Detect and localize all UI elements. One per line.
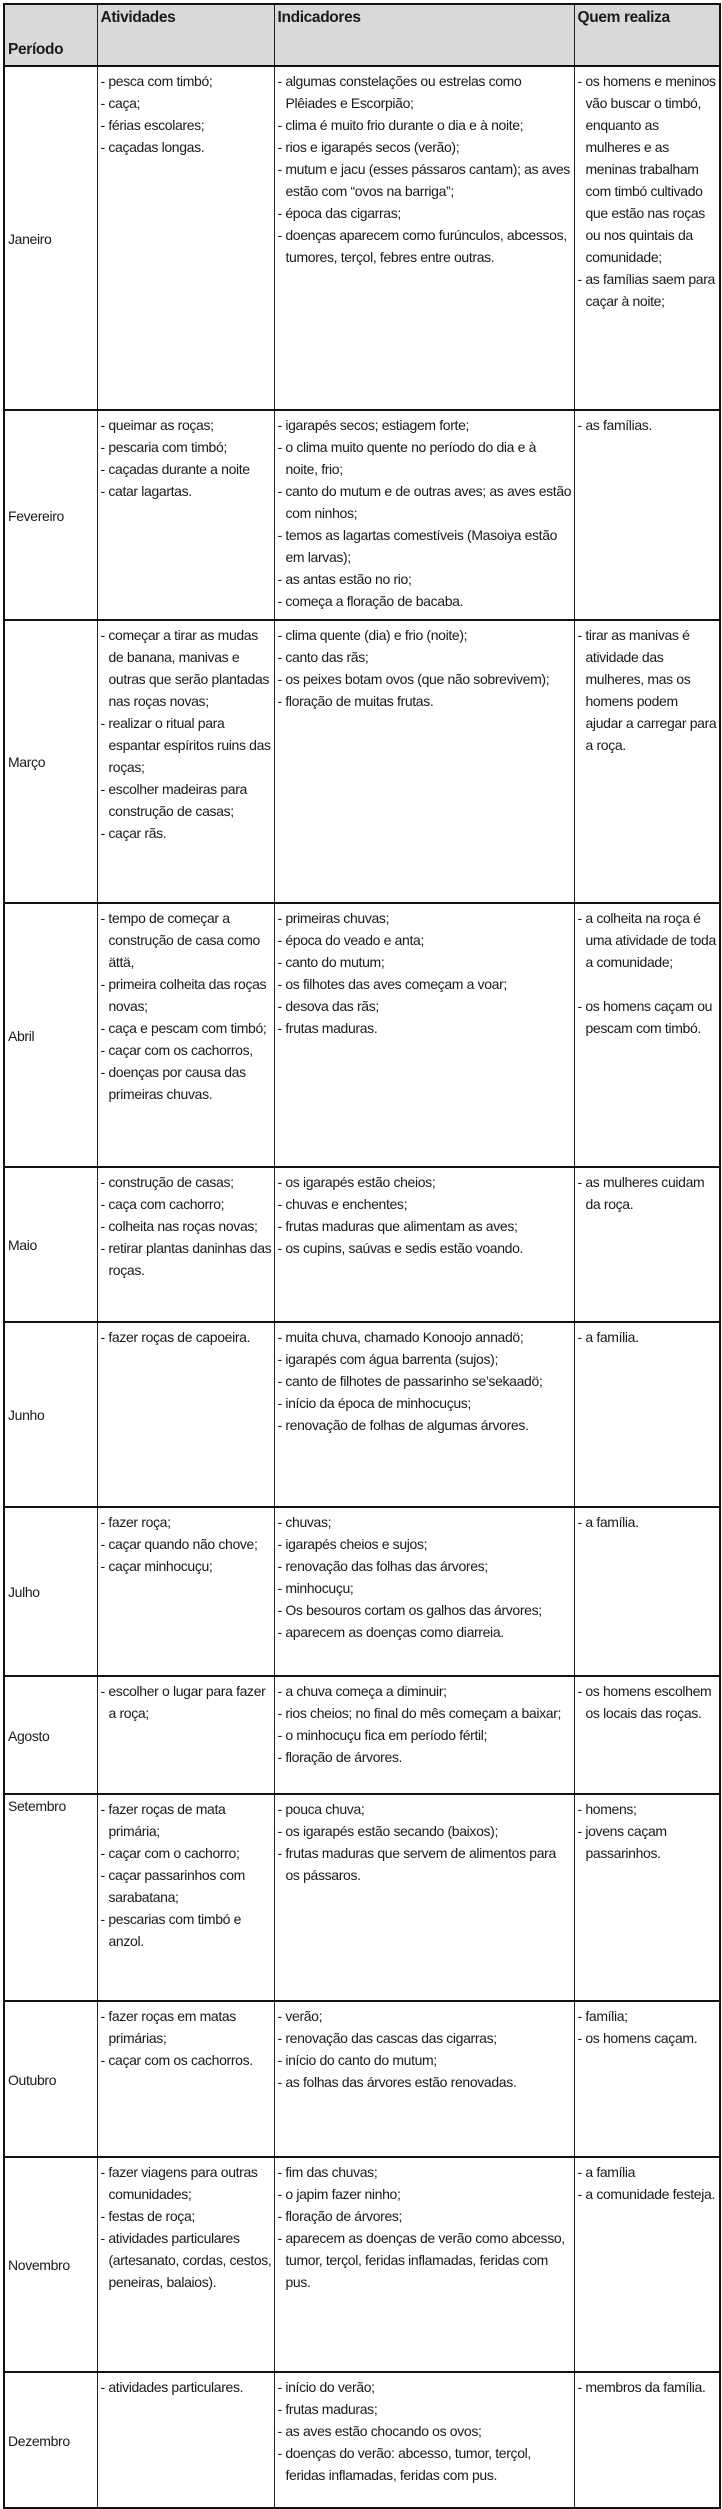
list-item: - caçar com os cachorros,: [100, 1042, 253, 1058]
list-item: - frutas maduras que servem de alimentos para os pássaros.: [277, 1845, 556, 1883]
atividades-cell: [97, 903, 274, 1167]
list-item: - desova das rãs;: [277, 998, 379, 1014]
period-cell: Fevereiro: [4, 410, 97, 620]
quem-realiza-cell: [574, 620, 720, 903]
indicadores-cell: [274, 410, 574, 620]
indicadores-cell: [274, 66, 574, 410]
list-item: - a chuva começa a diminuir;: [277, 1683, 447, 1699]
list-item: - os homens caçam.: [577, 2030, 698, 2046]
indicadores-cell: [274, 1794, 574, 2001]
list-item: - minhocuçu;: [277, 1580, 354, 1596]
list-item: - fazer viagens para outras comunidades;: [100, 2164, 258, 2202]
list-item: - a colheita na roça é uma atividade de toda a comunidade;: [577, 910, 716, 970]
list-item: - caçar com o cachorro;: [100, 1845, 240, 1861]
quem-realiza-cell: [574, 1507, 720, 1676]
table-row: [4, 1507, 720, 1676]
table-row: [4, 903, 720, 1167]
list-item: - escolher madeiras para construção de casas;: [100, 781, 247, 819]
list-item: - os homens e meninos vão buscar o timbó, enquanto as mulheres e as meninas trabalham com timbó cultivado que estão nas roças ou nos quintais da comunidade;: [577, 73, 716, 265]
quem-realiza-cell: [574, 410, 720, 620]
list-item: - doenças do verão: abcesso, tumor, terçol, feridas inflamadas, feridas com pus.: [277, 2445, 531, 2483]
list-item: - caçar com os cachorros.: [100, 2052, 253, 2068]
table-row: [4, 1794, 720, 2001]
atividades-list: [101, 1798, 272, 1952]
table-row: [4, 66, 720, 410]
table-row: [4, 2372, 720, 2508]
quem-realiza-list: [578, 907, 718, 1039]
list-item: - escolher o lugar para fazer a roça;: [100, 1683, 266, 1721]
period-cell: Dezembro: [4, 2372, 97, 2508]
indicadores-cell: [274, 620, 574, 903]
list-item: - os filhotes das aves começam a voar;: [277, 976, 507, 992]
indicadores-list: [278, 414, 572, 612]
list-item: - catar lagartas.: [100, 483, 192, 499]
list-item: - início do canto do mutum;: [277, 2052, 437, 2068]
list-item: - igarapés com água barrenta (sujos);: [277, 1351, 498, 1367]
quem-realiza-list: [578, 2005, 718, 2049]
list-item: - primeira colheita das roças novas;: [100, 976, 267, 1014]
list-item: - atividades particulares (artesanato, cordas, cestos, peneiras, balaios).: [100, 2230, 272, 2290]
period-cell: Novembro: [4, 2157, 97, 2372]
atividades-cell: [97, 1676, 274, 1794]
atividades-cell: [97, 1167, 274, 1322]
list-item: - os cupins, saúvas e sedis estão voando.: [277, 1240, 524, 1256]
list-item: - clima é muito frio durante o dia e à noite;: [277, 117, 524, 133]
list-item: - fazer roças de capoeira.: [100, 1329, 251, 1345]
list-item: - as folhas das árvores estão renovadas.: [277, 2074, 517, 2090]
quem-realiza-list: [578, 414, 718, 436]
period-cell: Julho: [4, 1507, 97, 1676]
list-item: - igarapés cheios e sujos;: [277, 1536, 428, 1552]
list-item: - doenças aparecem como furúnculos, abcessos, tumores, terçol, febres entre outras.: [277, 227, 567, 265]
atividades-list: [101, 1511, 272, 1577]
list-item: - tempo de começar a construção de casa como ättä,: [100, 910, 260, 970]
period-cell: Outubro: [4, 2001, 97, 2157]
atividades-cell: [97, 1322, 274, 1507]
quem-realiza-list: [578, 1511, 718, 1533]
quem-realiza-cell: [574, 1167, 720, 1322]
list-item: - membros da família.: [577, 2379, 706, 2395]
calendar-table-container: [3, 3, 719, 2509]
list-item: - as antas estão no rio;: [277, 571, 412, 587]
period-cell: Setembro: [4, 1794, 97, 2001]
indicadores-cell: [274, 2372, 574, 2508]
list-item: - primeiras chuvas;: [277, 910, 390, 926]
table-row: [4, 2157, 720, 2372]
atividades-list: [101, 1680, 272, 1724]
indicadores-list: [278, 2005, 572, 2093]
list-item: - chuvas;: [277, 1514, 332, 1530]
list-item: - doenças por causa das primeiras chuvas.: [100, 1064, 246, 1102]
list-item: - a família.: [577, 1329, 639, 1345]
list-item: - canto do mutum;: [277, 954, 385, 970]
list-item: - Os besouros cortam os galhos das árvores;: [277, 1602, 542, 1618]
atividades-cell: [97, 2372, 274, 2508]
atividades-list: [101, 2161, 272, 2293]
indicadores-list: [278, 1798, 572, 1886]
list-item: - igarapés secos; estiagem forte;: [277, 417, 470, 433]
list-item: - rios e igarapés secos (verão);: [277, 139, 460, 155]
indicadores-list: [278, 907, 572, 1039]
table-row: [4, 1322, 720, 1507]
header-atividades: Atividades: [97, 4, 274, 66]
list-item: - jovens caçam passarinhos.: [577, 1823, 667, 1861]
period-cell: Janeiro: [4, 66, 97, 410]
list-item: - aparecem as doenças como diarreia.: [277, 1624, 504, 1640]
table-body: [4, 66, 720, 2508]
list-item: - família;: [577, 2008, 628, 2024]
list-item: - renovação de folhas de algumas árvores.: [277, 1417, 529, 1433]
list-item: - caça com cachorro;: [100, 1196, 225, 1212]
list-item: - caçar rãs.: [100, 825, 167, 841]
quem-realiza-cell: [574, 1322, 720, 1507]
atividades-list: [101, 907, 272, 1105]
list-item: - férias escolares;: [100, 117, 205, 133]
list-item: - colheita nas roças novas;: [100, 1218, 258, 1234]
indicadores-cell: [274, 903, 574, 1167]
indicadores-cell: [274, 1322, 574, 1507]
atividades-list: [101, 70, 272, 158]
list-item: - fazer roça;: [100, 1514, 171, 1530]
list-item: - pouca chuva;: [277, 1801, 365, 1817]
list-item: - queimar as roças;: [100, 417, 214, 433]
period-cell: Março: [4, 620, 97, 903]
quem-realiza-cell: [574, 2157, 720, 2372]
period-cell: Junho: [4, 1322, 97, 1507]
list-item: - o japim fazer ninho;: [277, 2186, 401, 2202]
indicadores-cell: [274, 2001, 574, 2157]
indicadores-list: [278, 1326, 572, 1436]
list-item: - canto de filhotes de passarinho se’sekaadö;: [277, 1373, 543, 1389]
table-row: [4, 410, 720, 620]
quem-realiza-list: [578, 1680, 718, 1724]
list-item: - mutum e jacu (esses pássaros cantam); as aves estão com “ovos na barriga”;: [277, 161, 570, 199]
list-item: - pescarias com timbó e anzol.: [100, 1911, 242, 1949]
list-item: - floração de árvores.: [277, 1749, 403, 1765]
list-item: - frutas maduras.: [277, 1020, 378, 1036]
atividades-cell: [97, 1794, 274, 2001]
list-item: - começa a floração de bacaba.: [277, 593, 464, 609]
list-item: - começar a tirar as mudas de banana, manivas e outras que serão plantadas nas roças novas;: [100, 627, 270, 709]
indicadores-cell: [274, 2157, 574, 2372]
list-item: - as famílias saem para caçar à noite;: [577, 271, 715, 309]
header-quem-realiza: Quem realiza: [574, 4, 720, 66]
period-cell: Abril: [4, 903, 97, 1167]
quem-realiza-list: [578, 1326, 718, 1348]
list-item: - caçar passarinhos com sarabatana;: [100, 1867, 245, 1905]
indicadores-list: [278, 2161, 572, 2293]
table-row: [4, 2001, 720, 2157]
quem-realiza-list: [578, 70, 718, 312]
quem-realiza-cell: [574, 2372, 720, 2508]
list-item: - as famílias.: [577, 417, 652, 433]
list-item: - pesca com timbó;: [100, 73, 213, 89]
list-item: - início do verão;: [277, 2379, 375, 2395]
list-item: - muita chuva, chamado Konoojo annadö;: [277, 1329, 524, 1345]
atividades-cell: [97, 2001, 274, 2157]
list-item: - frutas maduras;: [277, 2401, 378, 2417]
list-item: - rios cheios; no final do mês começam a baixar;: [277, 1705, 562, 1721]
indicadores-cell: [274, 1167, 574, 1322]
list-item: - fim das chuvas;: [277, 2164, 378, 2180]
list-item: - floração de muitas frutas.: [277, 693, 434, 709]
atividades-cell: [97, 620, 274, 903]
list-item: - a comunidade festeja.: [577, 2186, 715, 2202]
indicadores-list: [278, 624, 572, 712]
header-indicadores: Indicadores: [274, 4, 574, 66]
list-item: - os homens caçam ou pescam com timbó.: [577, 998, 713, 1036]
period-cell: Maio: [4, 1167, 97, 1322]
list-item: - verão;: [277, 2008, 323, 2024]
atividades-list: [101, 414, 272, 502]
quem-realiza-list: [578, 1171, 718, 1215]
list-item: - os igarapés estão cheios;: [277, 1174, 436, 1190]
atividades-cell: [97, 410, 274, 620]
list-item: - homens;: [577, 1801, 637, 1817]
list-item: - pescaria com timbó;: [100, 439, 227, 455]
list-item: - aparecem as doenças de verão como abcesso, tumor, terçol, feridas inflamadas, feridas com pus.: [277, 2230, 565, 2290]
list-item: - atividades particulares.: [100, 2379, 244, 2395]
indicadores-list: [278, 1511, 572, 1643]
list-item: - os peixes botam ovos (que não sobrevivem);: [277, 671, 550, 687]
atividades-cell: [97, 2157, 274, 2372]
atividades-list: [101, 624, 272, 844]
list-item: - início da época de minhocuçus;: [277, 1395, 471, 1411]
list-item: - caçar minhocuçu;: [100, 1558, 213, 1574]
indicadores-cell: [274, 1676, 574, 1794]
list-item: - época do veado e anta;: [277, 932, 424, 948]
list-item: - algumas constelações ou estrelas como Plêiades e Escorpião;: [277, 73, 522, 111]
indicadores-list: [278, 1171, 572, 1259]
list-item: - chuvas e enchentes;: [277, 1196, 408, 1212]
header-periodo: Período: [4, 4, 97, 66]
list-item: - caçadas durante a noite: [100, 461, 250, 477]
list-item: - fazer roças em matas primárias;: [100, 2008, 236, 2046]
list-item: - caçadas longas.: [100, 139, 205, 155]
list-item: - fazer roças de mata primária;: [100, 1801, 226, 1839]
list-item: - os homens escolhem os locais das roças.: [577, 1683, 712, 1721]
quem-realiza-list: [578, 624, 718, 756]
list-item: - floração de árvores;: [277, 2208, 403, 2224]
indicadores-list: [278, 2376, 572, 2486]
indicadores-cell: [274, 1507, 574, 1676]
list-item: - temos as lagartas comestíveis (Masoiya estão em larvas);: [277, 527, 558, 565]
table-row: [4, 620, 720, 903]
quem-realiza-list: [578, 2376, 718, 2398]
atividades-list: [101, 1171, 272, 1281]
list-item: - construção de casas;: [100, 1174, 234, 1190]
list-item: - caça;: [100, 95, 141, 111]
quem-realiza-cell: [574, 66, 720, 410]
list-item: - o clima muito quente no período do dia e à noite, frio;: [277, 439, 537, 477]
list-item: - as aves estão chocando os ovos;: [277, 2423, 482, 2439]
quem-realiza-cell: [574, 1794, 720, 2001]
atividades-list: [101, 2376, 272, 2398]
indicadores-list: [278, 1680, 572, 1768]
quem-realiza-cell: [574, 2001, 720, 2157]
quem-realiza-cell: [574, 903, 720, 1167]
list-item: - o minhocuçu fica em período fértil;: [277, 1727, 488, 1743]
table-row: [4, 1676, 720, 1794]
list-item: - clima quente (dia) e frio (noite);: [277, 627, 468, 643]
atividades-cell: [97, 1507, 274, 1676]
atividades-cell: [97, 66, 274, 410]
list-item: - os igarapés estão secando (baixos);: [277, 1823, 499, 1839]
list-item: - realizar o ritual para espantar espíritos ruins das roças;: [100, 715, 271, 775]
seasonal-calendar-table: [3, 3, 721, 2509]
list-item: - caçar quando não chove;: [100, 1536, 258, 1552]
list-item: - canto do mutum e de outras aves; as aves estão com ninhos;: [277, 483, 572, 521]
list-item: - época das cigarras;: [277, 205, 401, 221]
quem-realiza-list: [578, 1798, 718, 1864]
list-item: - tirar as manivas é atividade das mulheres, mas os homens podem ajudar a carregar para a roça.: [577, 627, 717, 753]
list-item: - a família: [577, 2164, 636, 2180]
list-item: - festas de roça;: [100, 2208, 195, 2224]
list-item: - a família.: [577, 1514, 639, 1530]
list-item: - renovação das cascas das cigarras;: [277, 2030, 497, 2046]
quem-realiza-cell: [574, 1676, 720, 1794]
list-item: - renovação das folhas das árvores;: [277, 1558, 488, 1574]
table-row: [4, 1167, 720, 1322]
table-header-row: [4, 4, 720, 66]
period-cell: Agosto: [4, 1676, 97, 1794]
list-item: - retirar plantas daninhas das roças.: [100, 1240, 272, 1278]
indicadores-list: [278, 70, 572, 268]
list-item: - canto das rãs;: [277, 649, 369, 665]
list-item: - frutas maduras que alimentam as aves;: [277, 1218, 518, 1234]
atividades-list: [101, 2005, 272, 2071]
list-item: - caça e pescam com timbó;: [100, 1020, 267, 1036]
atividades-list: [101, 1326, 272, 1348]
list-item: - as mulheres cuidam da roça.: [577, 1174, 705, 1212]
quem-realiza-list: [578, 2161, 718, 2205]
